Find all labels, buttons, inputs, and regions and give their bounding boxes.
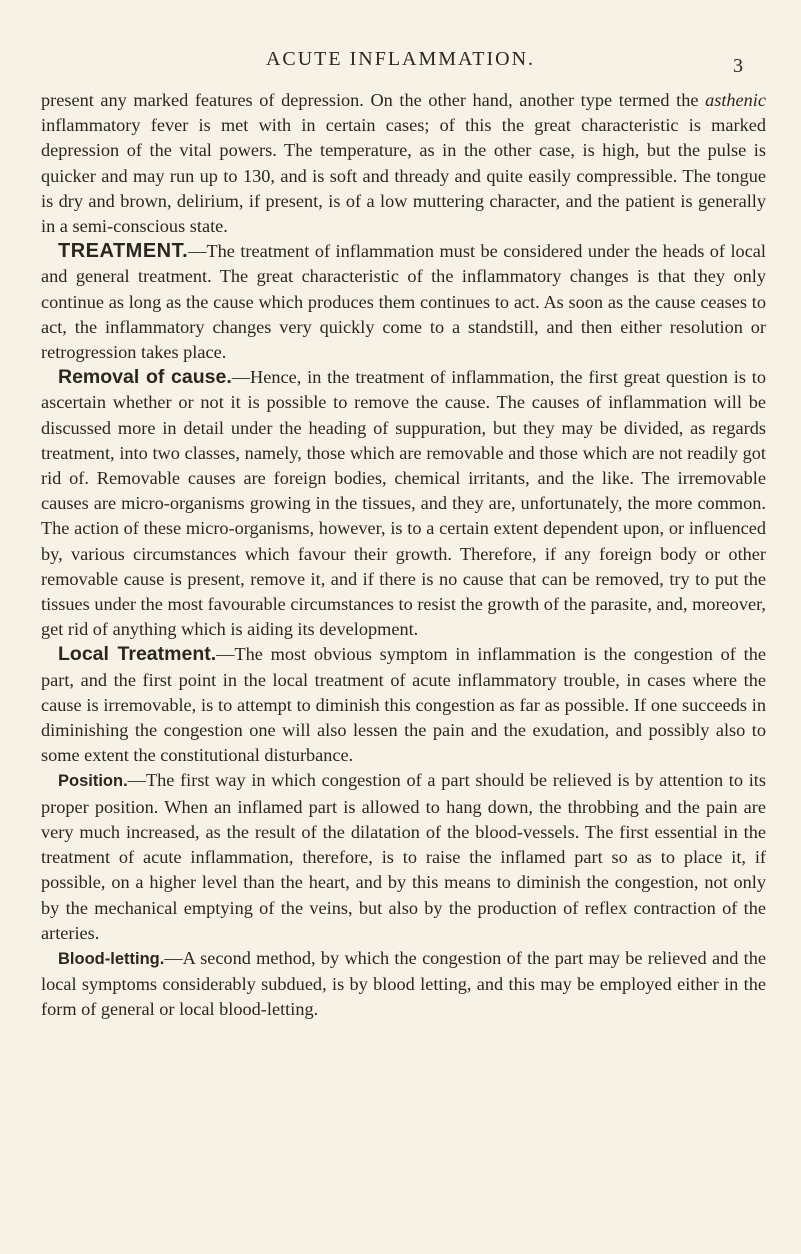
page-number: 3 xyxy=(733,55,743,77)
paragraph-treatment: TREATMENT.—The treatment of inflammation must be considered under the heads of local and general treatment. The great characteristic of the inflammatory changes is that they only continue as long as the cause which produces them continues to act. As soon as the cause ceases to act, the inflammatory changes very quickly come to a standstill, and then either resolution or retrogression takes place. xyxy=(41,240,766,363)
section-heading-local-treatment: Local Treatment. xyxy=(58,643,217,666)
italic-term: asthenic xyxy=(705,90,766,110)
section-heading-position: Position. xyxy=(58,772,128,791)
paragraph-asthenic-fever: present any marked features of depression. On the other hand, another type termed the asthenic inflammatory fever is met with in certain cases; of this the great characteristic is marked depression of the vital powers. The temperature, as in the other case, is high, but the pulse is quicker and may run up to 130, and is soft and thready and quite easily compressible. The tongue is dry and brown, delirium, if present, is of a low muttering character, and the patient is generally in a semi-conscious state. xyxy=(41,90,766,237)
paragraph-position: Position.—The first way in which congestion of a part should be relieved is by attention to its proper position. When an inflamed part is allowed to hang down, the throbbing and the pain are very much increased, as the result of the dilatation of the blood-vessels. The first essential in the treatment of acute inflammation, therefore, is to raise the inflamed part so as to place it, if possible, on a higher level than the heart, and by this means to diminish the congestion, not only by the mechanical emptying of the veins, but also by the production of reflex contraction of the arteries. xyxy=(41,770,766,943)
paragraph-local-treatment: Local Treatment.—The most obvious symptom in inflammation is the congestion of the part, and the first point in the local treatment of acute inflammatory trouble, in cases where the cause is irremovable, is to attempt to diminish this congestion as far as possible. If one succeeds in diminishing the congestion one will also lessen the pain and the exudation, and possibly also to some extent the constitutional disturbance. xyxy=(41,643,766,766)
paragraph-blood-letting: Blood-letting.—A second method, by which the congestion of the part may be relieved and the local symptoms considerably subdued, is by blood letting, and this may be employed either in the form of general or local blood-letting. xyxy=(41,947,766,1020)
paragraph-removal-of-cause: Removal of cause.—Hence, in the treatment of inflammation, the first great question is to ascertain whether or not it is possible to remove the cause. The causes of inflammation will be discussed more in detail under the heading of suppuration, but they may be divided, as regards treatment, into two classes, namely, those which are removable and those which are not readily got rid of. Removable causes are foreign bodies, chemical irritants, and the like. The irremovable causes are micro-organisms growing in the tissues, and they are, unfortunately, the more common. The action of these micro-organisms, however, is to a certain extent dependent upon, or influenced by, various circumstances which favour their growth. Therefore, if any foreign body or other removable cause is present, remove it, and if there is no cause that can be removed, try to put the tissues under the most favourable circumstances to resist the growth of the parasite, and, moreover, get rid of anything which is aiding its development. xyxy=(41,366,766,640)
running-head: ACUTE INFLAMMATION. xyxy=(265,48,536,70)
section-heading-treatment: TREATMENT. xyxy=(58,240,189,263)
section-heading-blood-letting: Blood-letting. xyxy=(58,949,165,968)
body-text xyxy=(41,88,766,1023)
section-heading-removal-of-cause: Removal of cause. xyxy=(58,366,232,389)
